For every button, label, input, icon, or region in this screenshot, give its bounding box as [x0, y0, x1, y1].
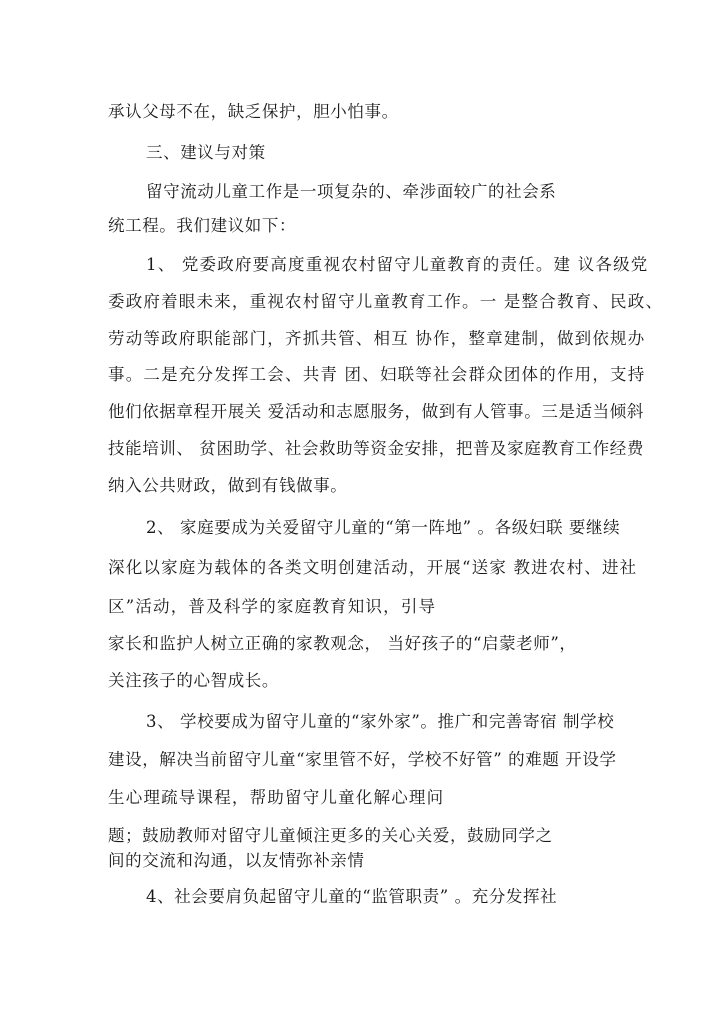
text-line-7: 劳动等政府职能部门，齐抓共管、相互 协作，整章建制，做到依规办	[108, 329, 646, 348]
text-line-21: 间的交流和沟通，以友情弥补亲情	[108, 851, 365, 870]
text-line-18: 建设，解决当前留守儿童“家里管不好，学校不好管” 的难题 开设学	[108, 750, 617, 769]
text-line-9: 他们依据章程开展关 爱活动和志愿服务，做到有人管事。三是适当倾斜	[108, 402, 644, 421]
text-line-1: 承认父母不在，缺乏保护，胆小怕事。	[108, 102, 399, 121]
text-line-19: 生心理疏导课程，帮助留守儿童化解心理问	[108, 788, 445, 807]
text-line-13: 深化以家庭为载体的各类文明创建活动，开展“送家 教进农村、进社	[108, 558, 638, 577]
text-line-5: 1、 党委政府要高度重视农村留守儿童教育的责任。建 议各级党	[146, 255, 649, 274]
text-line-15: 家长和监护人树立正确的家教观念， 当好孩子的“启蒙老师”，	[108, 634, 577, 653]
section-heading: 三、建议与对策	[146, 143, 266, 162]
text-line-12: 2、 家庭要成为关爱留守儿童的“第一阵地” 。各级妇联 要继续	[146, 518, 621, 537]
text-line-14: 区”活动，普及科学的家庭教育知识，引导	[108, 597, 437, 616]
text-line-16: 关注孩子的心智成长。	[108, 671, 279, 690]
text-line-4: 统工程。我们建议如下：	[108, 216, 297, 235]
text-line-8: 事。二是充分发挥工会、共青 团、妇联等社会群众团体的作用，支持	[108, 365, 646, 384]
text-line-6: 委政府着眼未来，重视农村留守儿童教育工作。一 是整合教育、民政、	[108, 292, 664, 311]
text-line-20: 题；鼓励教师对留守儿童倾注更多的关心关爱，鼓励同学之	[108, 826, 553, 845]
text-line-10: 技能培训、 贫困助学、社会救助等资金安排，把普及家庭教育工作经费	[108, 439, 644, 458]
text-line-22: 4、社会要肩负起留守儿童的“监管职责” 。充分发挥社	[146, 887, 558, 906]
text-line-3: 留守流动儿童工作是一项复杂的、牵涉面较广的社会系	[146, 182, 557, 201]
text-line-11: 纳入公共财政，做到有钱做事。	[108, 476, 348, 495]
text-line-17: 3、 学校要成为留守儿童的“家外家”。推广和完善寄宿 制学校	[146, 712, 615, 731]
